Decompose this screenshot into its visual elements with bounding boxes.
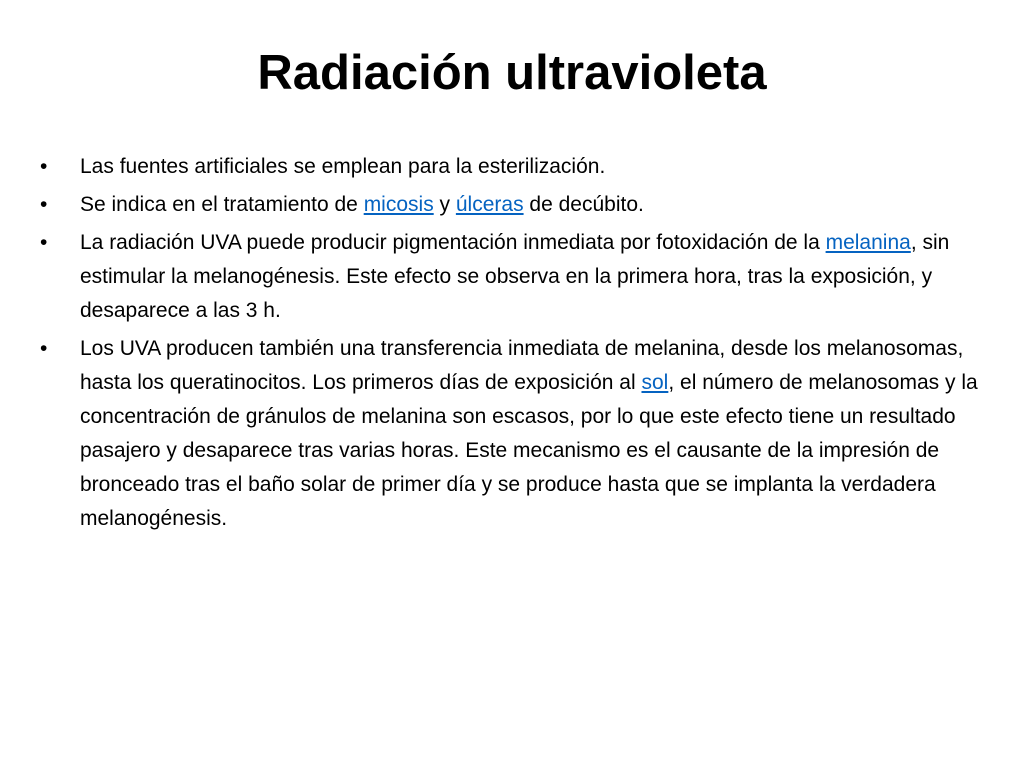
bullet-item-sterilization	[40, 150, 998, 184]
bullet-icon: •	[40, 193, 48, 216]
bullet-text: La radiación UVA puede producir pigmentación inmediata por fotoxidación de la	[80, 231, 826, 254]
slide-title: Radiación ultravioleta	[257, 46, 767, 100]
bullet-icon: •	[40, 337, 48, 360]
link-micosis[interactable]: micosis	[363, 193, 434, 216]
bullet-list	[40, 150, 998, 540]
bullet-text: Los UVA producen también una transferencia inmediata de melanina, desde los melanosomas, hasta los queratinocitos. Los primeros días de exposición al	[80, 337, 964, 394]
bullet-item-treatment	[40, 188, 998, 222]
bullet-text: , sin estimular la melanogénesis. Este efecto se observa en la primera hora, tras la exposición, y desaparece a las 3 h.	[80, 231, 950, 322]
bullet-text: , el número de melanosomas y la concentración de gránulos de melanina son escasos, por lo que este efecto tiene un resultado pasajero y desaparece tras varias horas. Este mecanismo es el causante de la impresión de bronceado tras el baño solar de primer día y se produce hasta que se implanta la verdadera melanogénesis.	[80, 371, 978, 530]
bullet-item-uva-transfer	[40, 332, 998, 536]
bullet-icon: •	[40, 231, 48, 254]
bullet-text: Las fuentes artificiales se emplean para la esterilización.	[80, 155, 606, 178]
bullet-text: Se indica en el tratamiento de	[80, 193, 364, 216]
bullet-text: de decúbito.	[523, 193, 644, 216]
bullet-item-uva-pigmentation	[40, 226, 998, 328]
link-sol[interactable]: sol	[641, 371, 669, 394]
bullet-icon: •	[40, 155, 48, 178]
bullet-text: y	[433, 193, 456, 216]
link-melanina[interactable]: melanina	[825, 231, 911, 254]
link-ulceras[interactable]: úlceras	[455, 193, 524, 216]
